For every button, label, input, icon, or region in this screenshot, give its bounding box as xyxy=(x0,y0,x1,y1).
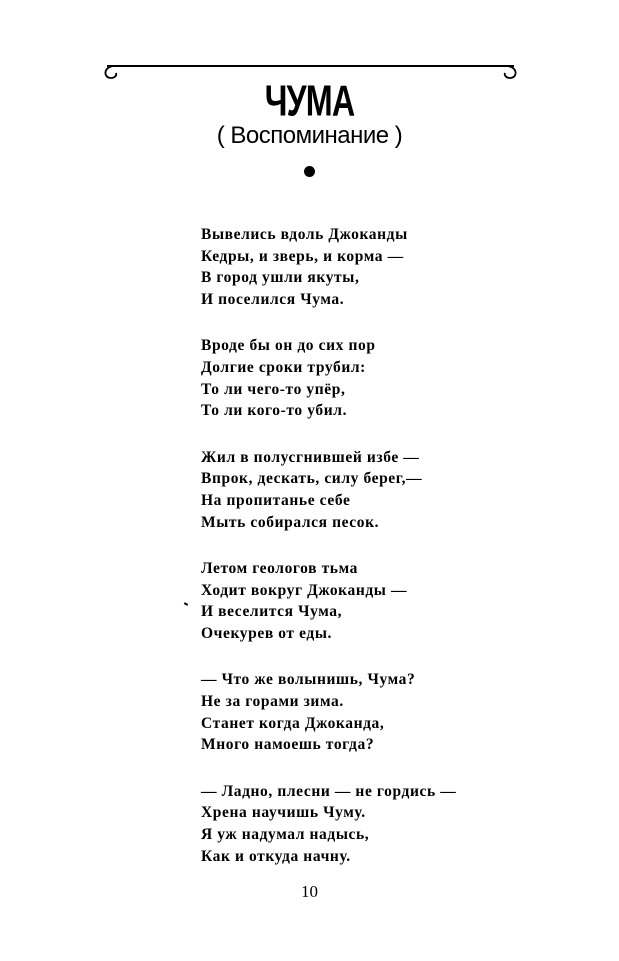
poem-line: Ходит вокруг Джоканды — xyxy=(201,581,408,599)
poem-line: Кедры, и зверь, и корма — xyxy=(201,247,404,265)
poem-line: То ли чего-то упёр, xyxy=(201,380,346,398)
poem-line: Жил в полусгнившей избе — xyxy=(201,448,420,466)
poem-line: Я уж надумал надысь, xyxy=(201,825,370,843)
poem-line: И поселился Чума. xyxy=(201,291,345,309)
poem-line: Вывелись вдоль Джоканды xyxy=(201,226,408,243)
poem-line: Не за горами зима. xyxy=(201,692,344,710)
print-speck xyxy=(184,602,188,606)
stanza xyxy=(201,335,521,422)
poem-line: Очекурев от еды. xyxy=(201,625,333,643)
poem-line: Мыть собирался песок. xyxy=(201,513,380,531)
bullet-ornament xyxy=(304,166,315,177)
poem-line: И веселится Чума, xyxy=(201,603,343,621)
stanza xyxy=(201,224,521,311)
stanza xyxy=(201,781,521,868)
poem-subtitle: ( Воспоминание ) xyxy=(216,122,403,149)
page-number: 10 xyxy=(301,882,318,901)
stanza xyxy=(201,558,521,645)
poem-line: Долгие сроки трубил: xyxy=(201,359,366,377)
poem-line: Вроде бы он до сих пор xyxy=(201,337,376,355)
poem-line: На пропитанье себе xyxy=(201,492,351,510)
poem-line: Летом геологов тьма xyxy=(201,559,358,577)
poem-line: Много намоешь тогда? xyxy=(201,736,375,754)
poem-line: — Что же волынишь, Чума? xyxy=(201,671,416,689)
poem-line: В город ушли якуты, xyxy=(201,269,360,287)
poem-line: Впрок, дескать, силу берег,— xyxy=(201,470,423,488)
poem-body xyxy=(201,224,521,892)
stanza xyxy=(201,447,521,534)
poem-line: То ли кого-то убил. xyxy=(201,402,348,420)
stanza xyxy=(201,669,521,756)
poem-line: Как и откуда начну. xyxy=(201,847,351,865)
poem-title: ЧУМА xyxy=(264,77,355,126)
poem-line: — Ладно, плесни — не гордись — xyxy=(201,782,457,800)
poem-line: Хрена научишь Чуму. xyxy=(201,804,366,822)
poem-line: Станет когда Джоканда, xyxy=(201,714,385,732)
